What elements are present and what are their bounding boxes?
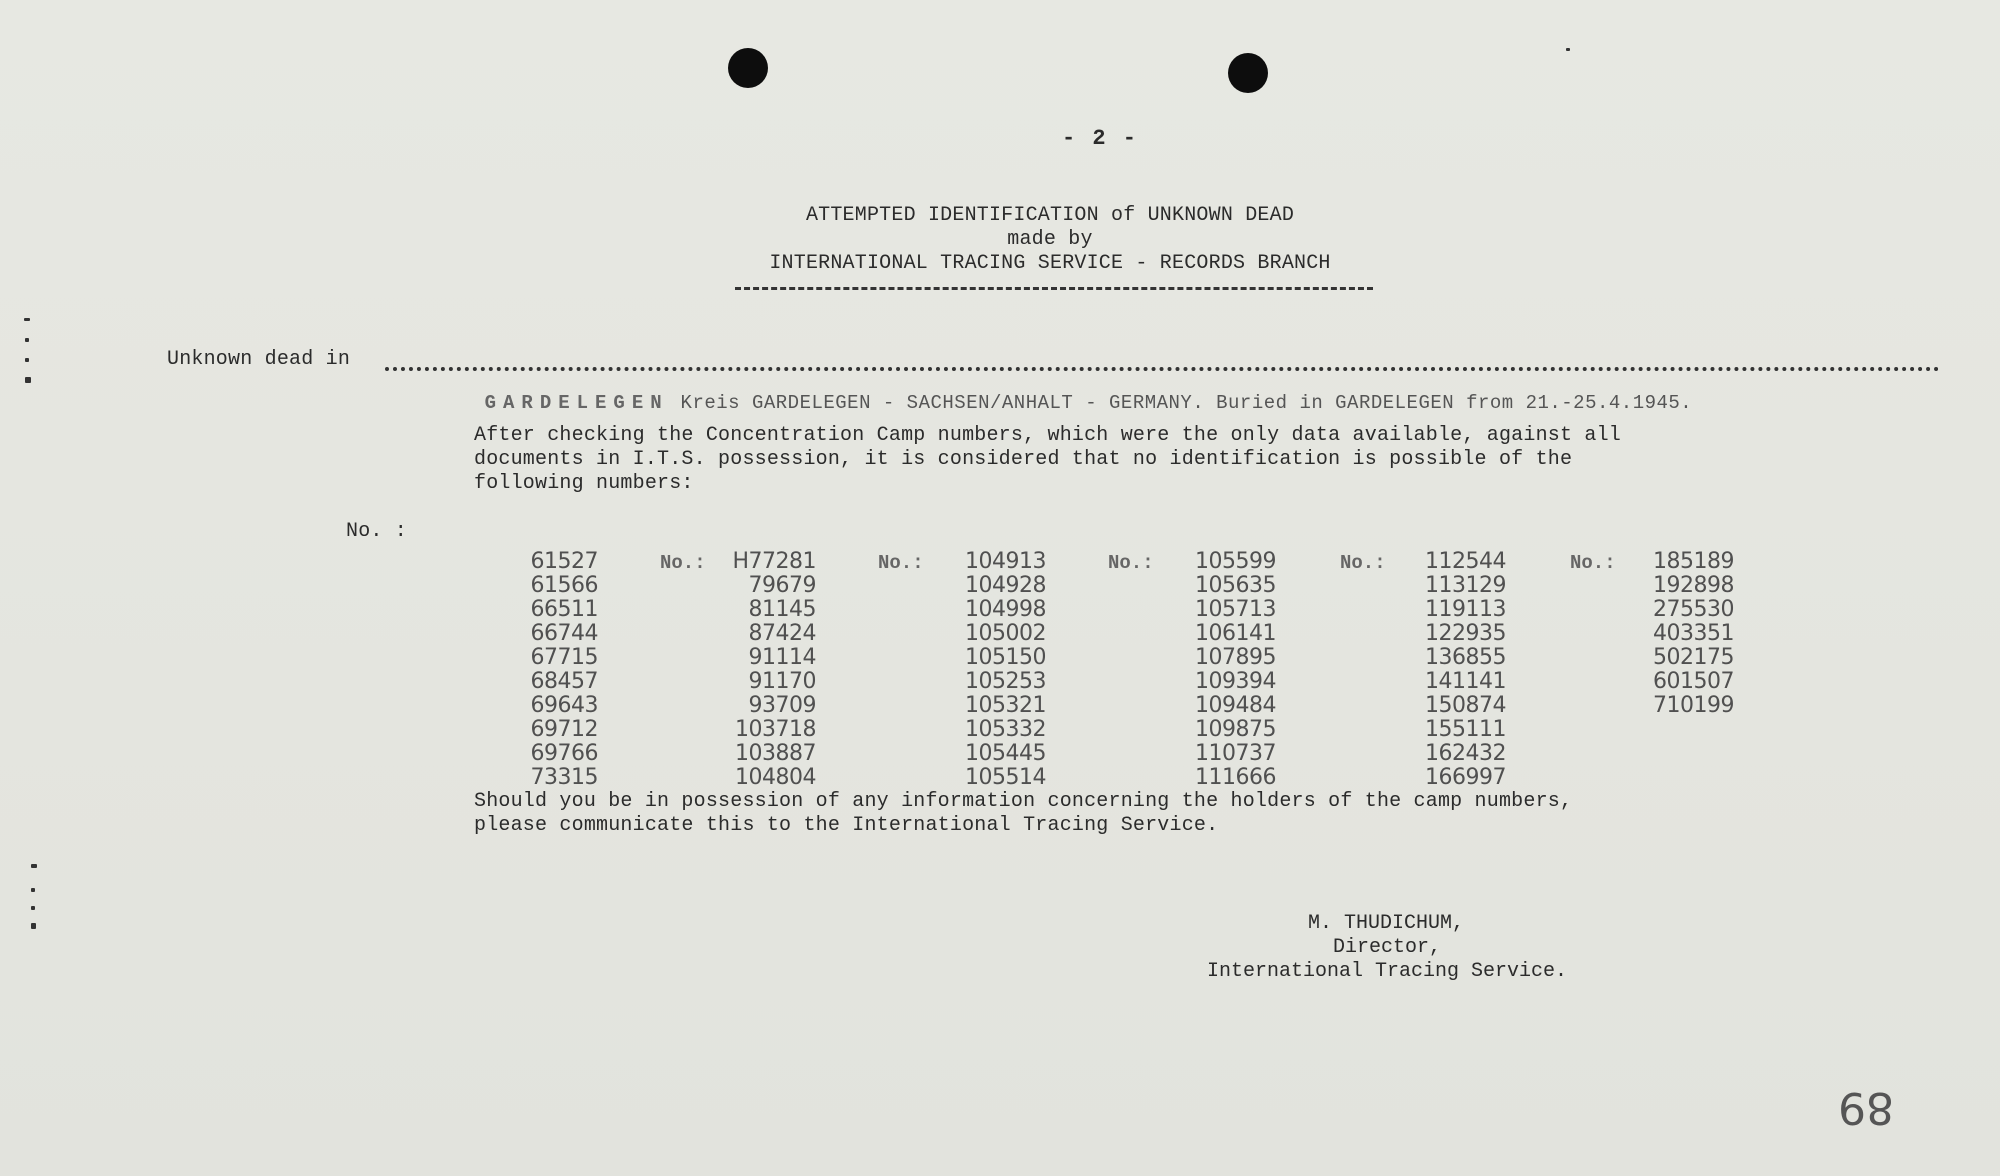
intro-line-2: documents in I.T.S. possession, it is considered that no identification is possible of the <box>474 448 1573 471</box>
intro-line-3: following numbers: <box>474 472 694 495</box>
margin-speck <box>31 864 37 868</box>
camp-number: 69766 <box>530 741 598 766</box>
signature-org: International Tracing Service. <box>1207 960 1568 983</box>
camp-number: 93709 <box>748 693 816 718</box>
intro-line-1: After checking the Concentration Camp numbers, which were the only data available, against all <box>474 424 1621 447</box>
heading-line-2: made by <box>1007 228 1093 251</box>
camp-number: 150874 <box>1425 693 1506 718</box>
camp-number: 403351 <box>1653 621 1734 646</box>
camp-number: 61527 <box>530 549 598 574</box>
camp-number: 105713 <box>1195 597 1276 622</box>
camp-number: 119113 <box>1425 597 1506 622</box>
camp-number: 91170 <box>748 669 816 694</box>
location-details: Kreis GARDELEGEN - SACHSEN/ANHALT - GERMANY. Buried in GARDELEGEN from 21.-25.4.1945. <box>680 392 1693 414</box>
camp-number: 275530 <box>1653 597 1734 622</box>
no-label: No. : <box>346 520 408 543</box>
camp-number: 105150 <box>965 645 1046 670</box>
heading-line-1: ATTEMPTED IDENTIFICATION of UNKNOWN DEAD <box>805 204 1295 227</box>
camp-number: 104804 <box>735 765 816 790</box>
camp-number: 103887 <box>735 741 816 766</box>
margin-speck <box>25 358 29 362</box>
camp-number: 69712 <box>530 717 598 742</box>
heading-line-3: INTERNATIONAL TRACING SERVICE - RECORDS BRANCH <box>769 252 1331 275</box>
camp-number: 141141 <box>1425 669 1506 694</box>
camp-number: 104913 <box>965 549 1046 574</box>
camp-number: 107895 <box>1195 645 1276 670</box>
camp-number: 111666 <box>1195 765 1276 790</box>
camp-number: 81145 <box>748 597 816 622</box>
camp-number: 122935 <box>1425 621 1506 646</box>
camp-number: 73315 <box>530 765 598 790</box>
camp-number: 106141 <box>1195 621 1276 646</box>
camp-number: 68457 <box>530 669 598 694</box>
margin-speck <box>31 906 35 910</box>
column-no-label: No.: <box>660 552 706 574</box>
page-number: - 2 - <box>1061 126 1138 151</box>
column-no-label: No.: <box>1340 552 1386 574</box>
margin-speck <box>25 338 29 342</box>
camp-number: 87424 <box>748 621 816 646</box>
camp-number: 109394 <box>1195 669 1276 694</box>
camp-number: 69643 <box>530 693 598 718</box>
camp-number: 105599 <box>1195 549 1276 574</box>
number-column <box>1156 550 1276 790</box>
signature-name: M. THUDICHUM, <box>1308 912 1465 935</box>
camp-number: 136855 <box>1425 645 1506 670</box>
column-no-label: No.: <box>1570 552 1616 574</box>
margin-speck <box>24 318 30 321</box>
camp-number: 710199 <box>1653 693 1734 718</box>
handwritten-page-number: 89 <box>1838 1082 1894 1133</box>
camp-number: 166997 <box>1425 765 1506 790</box>
margin-speck <box>31 888 35 892</box>
column-no-label: No.: <box>878 552 924 574</box>
number-column <box>1386 550 1506 790</box>
camp-number: 601507 <box>1653 669 1734 694</box>
margin-speck <box>25 377 31 383</box>
heading-underline <box>735 287 1373 290</box>
camp-number: 105635 <box>1195 573 1276 598</box>
camp-number: 162432 <box>1425 741 1506 766</box>
margin-speck <box>1566 48 1570 51</box>
camp-number: 105514 <box>965 765 1046 790</box>
camp-number: 105321 <box>965 693 1046 718</box>
camp-number: 105332 <box>965 717 1046 742</box>
number-column <box>478 550 598 790</box>
number-column <box>1614 550 1734 718</box>
camp-number: H77281 <box>732 549 816 574</box>
camp-number: 105253 <box>965 669 1046 694</box>
camp-number: 91114 <box>748 645 816 670</box>
number-column <box>926 550 1046 790</box>
number-column <box>696 550 816 790</box>
location-town: GARDELEGEN <box>484 392 669 414</box>
punch-hole-right <box>1228 53 1268 93</box>
closing-line-2: please communicate this to the International Tracing Service. <box>474 814 1219 837</box>
camp-number: 105445 <box>965 741 1046 766</box>
camp-number: 103718 <box>735 717 816 742</box>
camp-number: 110737 <box>1195 741 1276 766</box>
column-no-label: No.: <box>1108 552 1154 574</box>
unknown-dead-label: Unknown dead in <box>167 348 351 371</box>
camp-number: 66511 <box>530 597 598 622</box>
camp-number: 192898 <box>1653 573 1734 598</box>
camp-number: 502175 <box>1653 645 1734 670</box>
camp-number: 109484 <box>1195 693 1276 718</box>
camp-number: 61566 <box>530 573 598 598</box>
camp-number: 113129 <box>1425 573 1506 598</box>
camp-number: 109875 <box>1195 717 1276 742</box>
camp-number: 79679 <box>748 573 816 598</box>
camp-number: 104928 <box>965 573 1046 598</box>
margin-speck <box>31 923 36 929</box>
camp-number: 66744 <box>530 621 598 646</box>
closing-line-1: Should you be in possession of any information concerning the holders of the camp numbers, <box>474 790 1573 813</box>
camp-number: 67715 <box>530 645 598 670</box>
camp-number: 185189 <box>1653 549 1734 574</box>
camp-number: 155111 <box>1425 717 1506 742</box>
punch-hole-left <box>728 48 768 88</box>
camp-number: 104998 <box>965 597 1046 622</box>
camp-number: 112544 <box>1425 549 1506 574</box>
signature-title: Director, <box>1333 936 1442 959</box>
camp-number: 105002 <box>965 621 1046 646</box>
